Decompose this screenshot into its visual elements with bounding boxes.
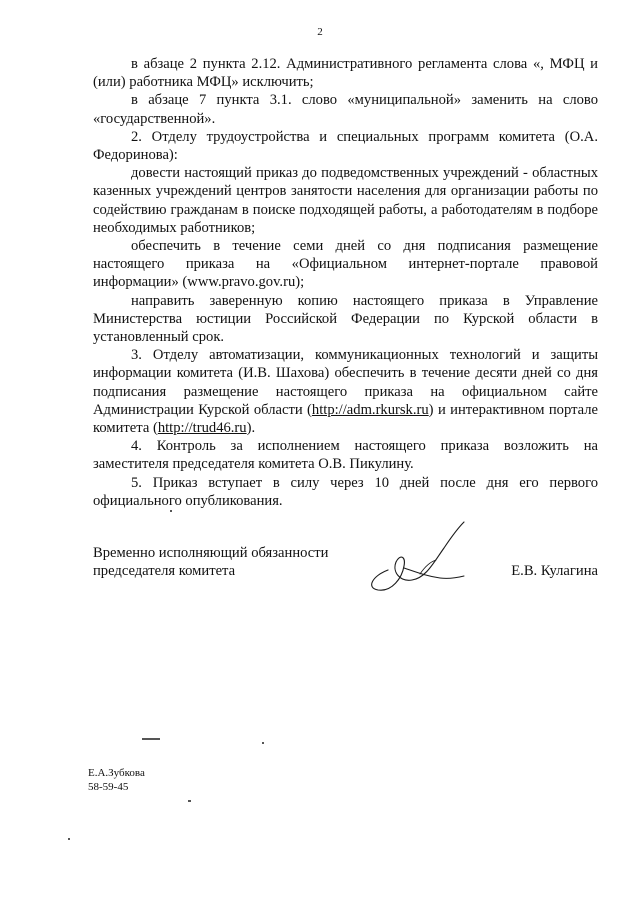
handwritten-signature (360, 518, 470, 594)
signatory-title-line: председателя комитета (93, 563, 236, 580)
paragraph: в абзаце 7 пункта 3.1. слово «муниципальной» заменить на слово «государственной». (93, 92, 598, 127)
paragraph: в абзаце 2 пункта 2.12. Административного регламента слова «, МФЦ и (или) работника МФЦ» исключить; (93, 56, 598, 91)
executor-phone: 58-59-45 (88, 781, 129, 793)
scan-mark (170, 510, 172, 512)
paragraph-3-text: ) и интерактивном портале комитета ( (93, 401, 598, 437)
scan-mark (68, 838, 70, 840)
document-body (93, 55, 598, 510)
signatory-title-line: Временно исполняющий обязанности (93, 545, 329, 561)
paragraph-3 (93, 346, 598, 437)
signatory-name: Е.В. Кулагина (511, 563, 598, 579)
page-number: 2 (317, 26, 323, 38)
paragraph-5: 5. Приказ вступает в силу через 10 дней после дня его первого официального опубликования. (93, 474, 598, 509)
scan-mark (142, 738, 160, 740)
paragraph-4: 4. Контроль за исполнением настоящего приказа возложить на заместителя председателя комитета О.В. Пикулину. (93, 438, 598, 473)
executor-name: Е.А.Зубкова (88, 767, 145, 779)
executor-info (88, 766, 145, 794)
scan-mark (188, 800, 191, 802)
paragraph: обеспечить в течение семи дней со дня подписания размещение настоящего приказа на «Официальном интернет-портале правовой информации» (www.pravo.gov.ru); (93, 238, 598, 291)
paragraph-3-text: 3. Отделу автоматизации, коммуникационных технологий и защиты информации комитета (И.В. Шахова) обеспечить в течение десяти дней со дня подписания размещение настоящего приказа на официальном сайте Администрации Курской области ( (93, 347, 598, 418)
signatory-title (93, 544, 373, 580)
paragraph: довести настоящий приказ до подведомственных учреждений - областных казенных учреждений центров занятости населения для организации работы по содействию гражданам в поиске подходящей работы, а работодателям в подборе необходимых работников; (93, 165, 598, 236)
adm-rkursk-link[interactable]: http://adm.rkursk.ru (311, 401, 429, 418)
paragraph: направить заверенную копию настоящего приказа в Управление Министерства юстиции Российской Федерации по Курской области в установленный срок. (93, 292, 598, 346)
scan-mark (262, 742, 264, 744)
paragraph: 2. Отделу трудоустройства и специальных программ комитета (О.А. Федоринова): (93, 128, 598, 164)
trud46-link[interactable]: http://trud46.ru (157, 420, 247, 437)
paragraph-3-text: ). (246, 420, 256, 437)
